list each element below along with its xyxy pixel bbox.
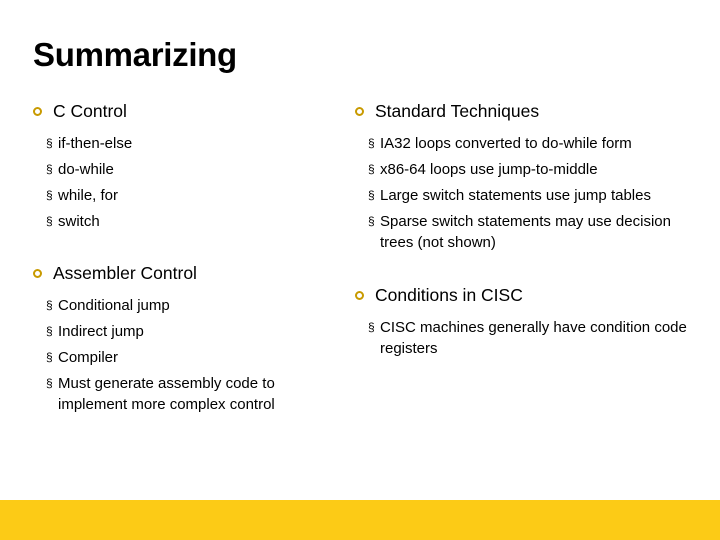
section-conditions-in-cisc bbox=[355, 283, 695, 364]
section-header bbox=[33, 261, 313, 285]
list-item-text: Must generate assembly code to implement more complex control bbox=[58, 375, 275, 413]
square-bullet-icon: § bbox=[46, 376, 53, 390]
square-bullet-icon: § bbox=[46, 298, 53, 312]
list-item-text: CISC machines generally have condition code registers bbox=[380, 319, 687, 357]
square-bullet-icon: § bbox=[46, 324, 53, 338]
ring-bullet-icon bbox=[355, 107, 364, 116]
square-bullet-icon: § bbox=[368, 188, 375, 202]
section-standard-techniques bbox=[355, 99, 695, 258]
square-bullet-icon: § bbox=[46, 214, 53, 228]
list-item-text: Sparse switch statements may use decision trees (not shown) bbox=[380, 213, 671, 251]
list-item-text: Large switch statements use jump tables bbox=[380, 187, 651, 204]
bullet-list bbox=[46, 133, 303, 232]
list-item-text: do-while bbox=[58, 161, 114, 178]
list-item-text: switch bbox=[58, 213, 100, 230]
ring-bullet-icon bbox=[355, 291, 364, 300]
list-item-text: while, for bbox=[58, 187, 119, 204]
section-c-control bbox=[33, 99, 303, 237]
list-item bbox=[46, 211, 303, 232]
list-item-text: Compiler bbox=[58, 349, 119, 366]
ring-bullet-icon bbox=[33, 107, 42, 116]
section-label: C Control bbox=[53, 100, 127, 121]
section-label: Standard Techniques bbox=[375, 100, 540, 121]
section-label: Conditions in CISC bbox=[375, 284, 523, 305]
list-item bbox=[46, 133, 303, 154]
section-label: Assembler Control bbox=[53, 262, 197, 283]
bullet-list bbox=[368, 133, 695, 253]
list-item bbox=[46, 347, 313, 368]
square-bullet-icon: § bbox=[368, 214, 375, 228]
section-header bbox=[33, 99, 303, 123]
list-item bbox=[368, 133, 695, 154]
square-bullet-icon: § bbox=[368, 162, 375, 176]
list-item bbox=[368, 211, 695, 253]
list-item-text: Conditional jump bbox=[58, 297, 170, 314]
list-item bbox=[46, 159, 303, 180]
footer-accent-bar bbox=[0, 500, 720, 540]
list-item bbox=[368, 159, 695, 180]
bullet-list bbox=[46, 295, 313, 415]
square-bullet-icon: § bbox=[46, 162, 53, 176]
list-item-text: Indirect jump bbox=[58, 323, 144, 340]
square-bullet-icon: § bbox=[46, 350, 53, 364]
section-header bbox=[355, 283, 695, 307]
list-item bbox=[46, 185, 303, 206]
list-item-text: if-then-else bbox=[58, 135, 133, 152]
list-item-text: x86-64 loops use jump-to-middle bbox=[380, 161, 598, 178]
list-item bbox=[368, 317, 695, 359]
list-item-text: IA32 loops converted to do-while form bbox=[380, 135, 632, 152]
bullet-list bbox=[368, 317, 695, 359]
section-assembler-control bbox=[33, 261, 313, 420]
list-item bbox=[46, 295, 313, 316]
square-bullet-icon: § bbox=[368, 136, 375, 150]
ring-bullet-icon bbox=[33, 269, 42, 278]
list-item bbox=[368, 185, 695, 206]
section-header bbox=[355, 99, 695, 123]
list-item bbox=[46, 373, 313, 415]
square-bullet-icon: § bbox=[46, 136, 53, 150]
square-bullet-icon: § bbox=[46, 188, 53, 202]
square-bullet-icon: § bbox=[368, 320, 375, 334]
list-item bbox=[46, 321, 313, 342]
slide-title: Summarizing bbox=[33, 36, 237, 73]
